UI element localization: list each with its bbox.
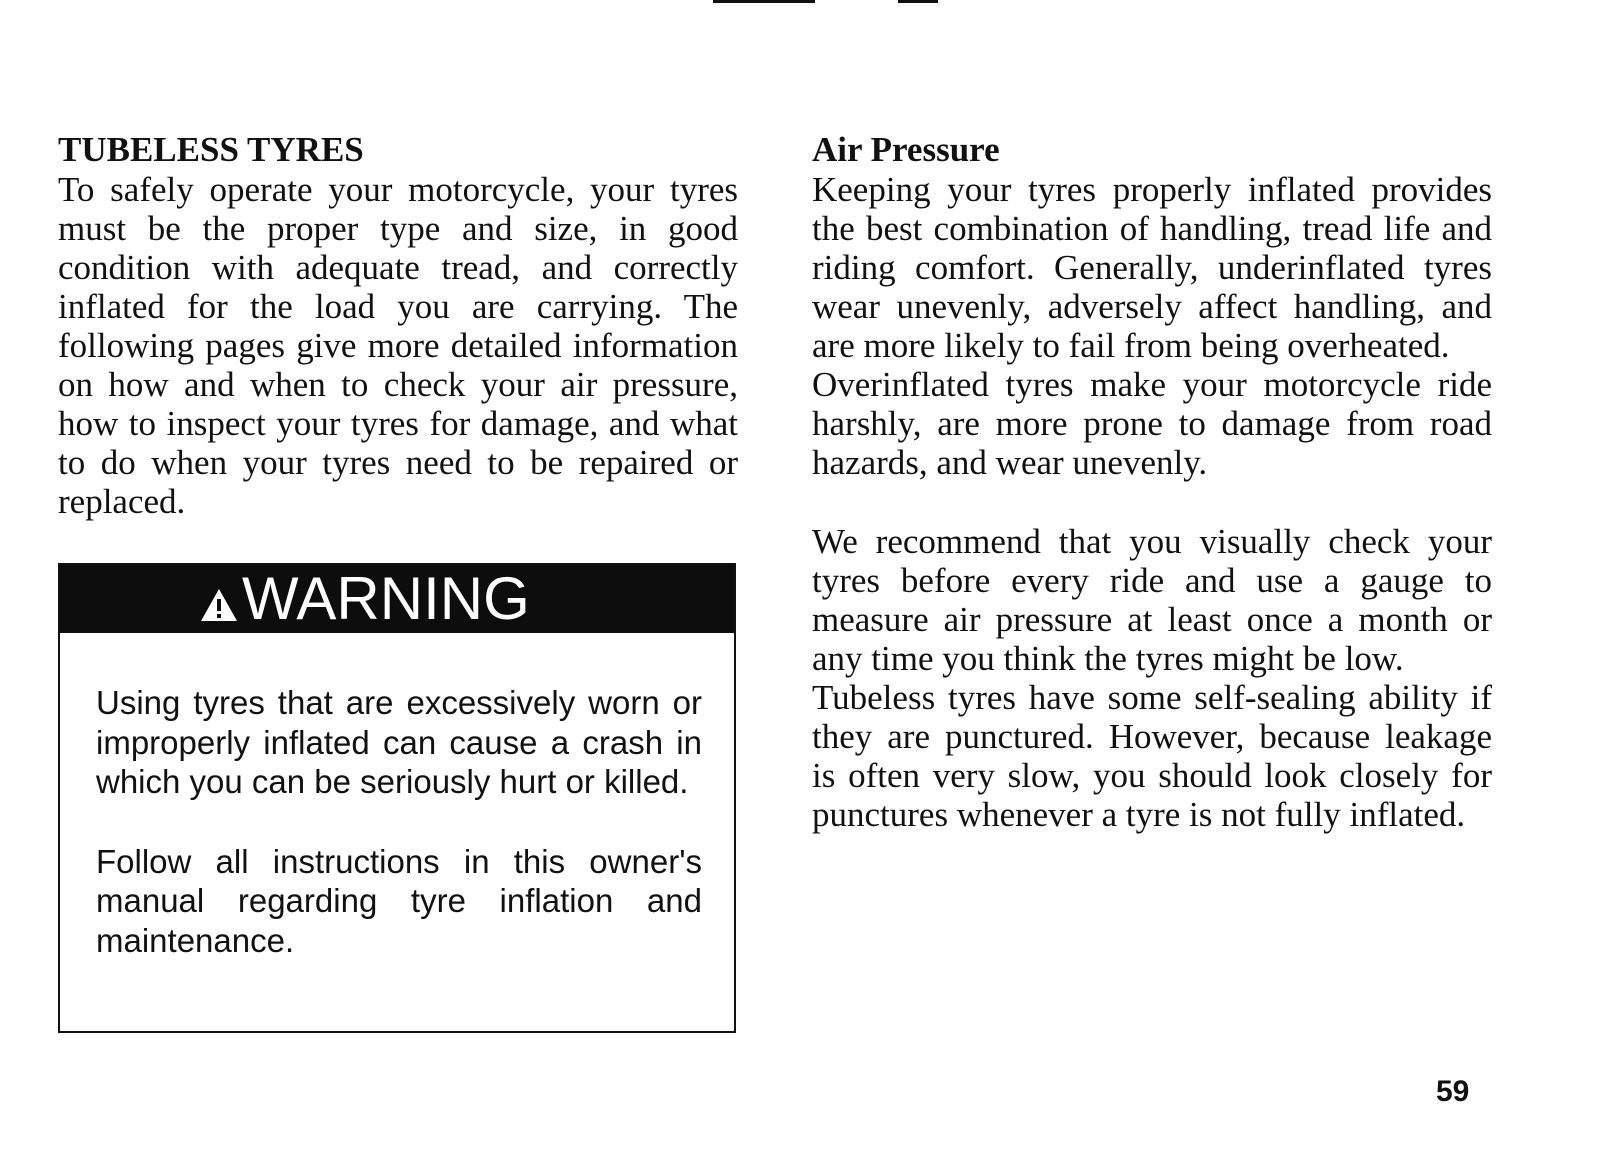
page-number: 59: [1436, 1075, 1470, 1108]
section-heading-air-pressure: Air Pressure: [812, 130, 1000, 169]
body-paragraph: We recommend that you visually check your tyres before every ride and use a gauge to measure air pressure at least once a month or any time you think the tyres might be low.: [812, 522, 1492, 678]
tubeless-tyres-section: [58, 130, 738, 521]
warning-paragraph: Follow all instructions in this owner's manual regarding tyre inflation and maintenance.: [96, 842, 702, 959]
header-rule-left: [713, 0, 815, 3]
section-heading-tubeless-tyres: TUBELESS TYRES: [58, 130, 364, 169]
body-paragraph: Keeping your tyres properly inflated provides the best combination of handling, tread life and riding comfort. Generally, underinflated tyres wear unevenly, adversely affect handling, and are more likely to fail from being overheated.: [812, 170, 1492, 365]
warning-paragraph: Using tyres that are excessively worn or improperly inflated can cause a crash in which you can be seriously hurt or killed.: [96, 684, 702, 800]
air-pressure-section: [812, 130, 1492, 834]
intro-paragraph: To safely operate your motorcycle, your tyres must be the proper type and size, in good condition with adequate tread, and correctly inflated for the load you are carrying. The following pages give more detailed information on how and when to check your air pressure, how to inspect your tyres for damage, and what to do when your tyres need to be repaired or replaced.: [58, 170, 738, 521]
paragraph-gap: [812, 482, 1492, 522]
warning-banner: [60, 565, 734, 633]
header-rule-right: [898, 0, 938, 3]
body-paragraph: Tubeless tyres have some self-sealing ability if they are punctured. However, because leakage is often very slow, you should look closely for punctures whenever a tyre is not fully inflated.: [812, 678, 1492, 834]
warning-title: WARNING: [242, 565, 530, 632]
warning-triangle-icon: [200, 588, 238, 622]
warning-body: [96, 683, 702, 1000]
body-paragraph: Overinflated tyres make your motorcycle ride harshly, are more prone to damage from road hazards, and wear unevenly.: [812, 365, 1492, 482]
warning-box: [58, 563, 736, 1033]
